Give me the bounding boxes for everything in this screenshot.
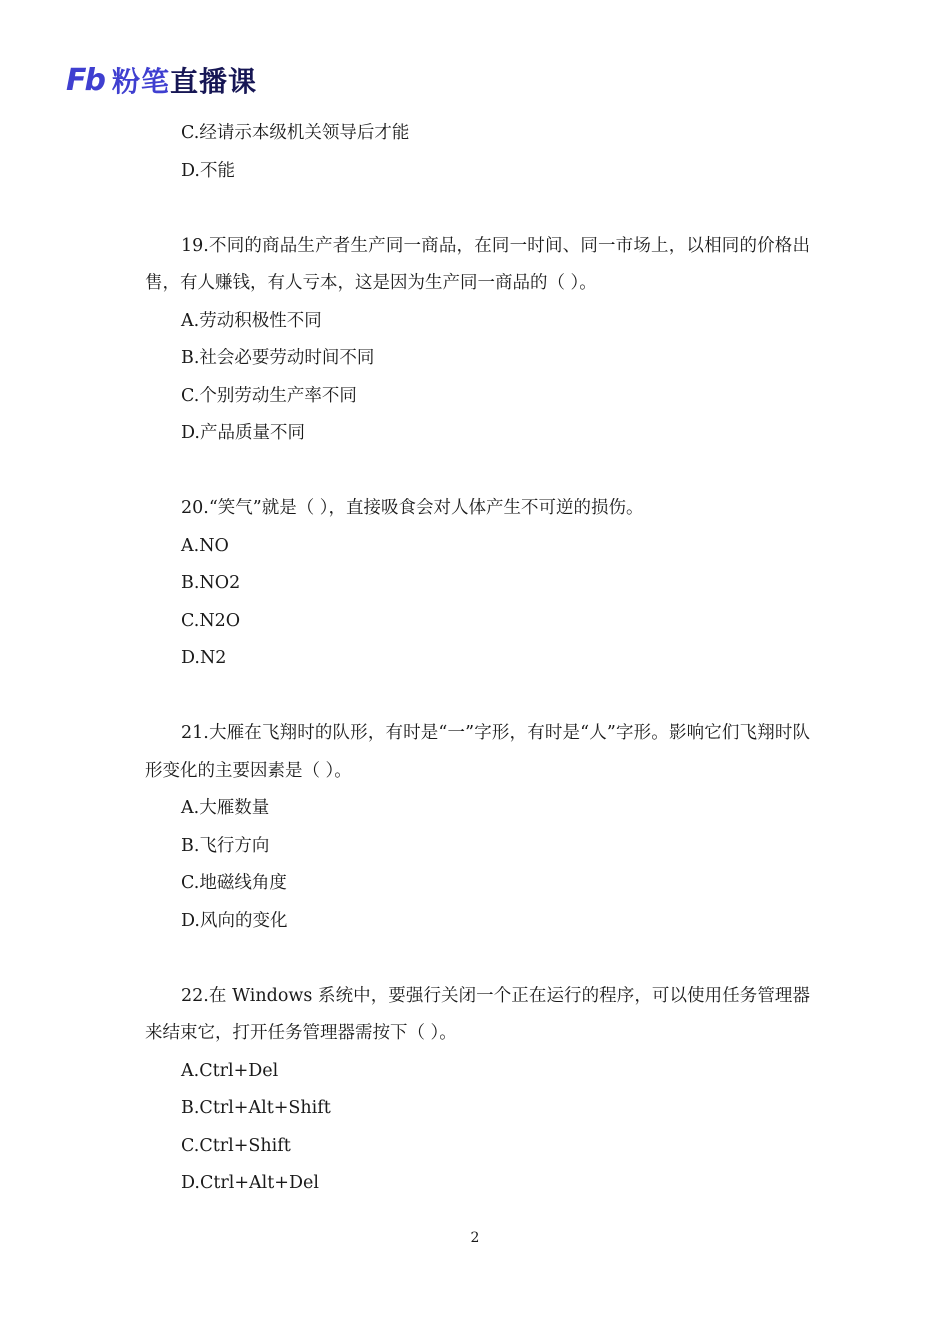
- fenbi-logo-icon: Fb: [66, 62, 104, 98]
- question-21: [145, 715, 810, 940]
- option-d: D.Ctrl+Alt+Del: [181, 1173, 319, 1193]
- option-d: D.风向的变化: [181, 910, 288, 931]
- option-c: C.地磁线角度: [181, 873, 287, 893]
- option-c: C.N2O: [181, 610, 241, 631]
- page-number: 2: [470, 1230, 480, 1246]
- option-b: B.飞行方向: [181, 835, 270, 856]
- option-c: C.经请示本级机关领导后才能: [181, 123, 410, 143]
- option-a: A.Ctrl+Del: [181, 1060, 279, 1081]
- question-19: [145, 228, 810, 453]
- logo-text: 粉笔直播课: [111, 65, 257, 98]
- question-stem: 22.在 Windows 系统中，要强行关闭一个正在运行的程序，可以使用任务管理器来结束它，打开任务管理器需按下（ ）。: [145, 985, 810, 1043]
- option-d: D.N2: [181, 648, 227, 668]
- question-stem: 21.大雁在飞翔时的队形，有时是“一”字形，有时是“人”字形。影响它们飞翔时队形变化的主要因素是（ ）。: [145, 723, 810, 781]
- question-stem: 19.不同的商品生产者生产同一商品，在同一时间、同一市场上，以相同的价格出售，有人赚钱，有人亏本，这是因为生产同一商品的（ ）。: [145, 235, 810, 293]
- option-a: A.劳动积极性不同: [181, 310, 322, 331]
- option-d: D.不能: [181, 160, 235, 181]
- option-b: B.社会必要劳动时间不同: [181, 348, 375, 368]
- question-20: [145, 490, 810, 678]
- option-b: B.Ctrl+Alt+Shift: [181, 1098, 331, 1118]
- option-c: C.Ctrl+Shift: [181, 1135, 291, 1156]
- question-22: [145, 978, 810, 1203]
- option-d: D.产品质量不同: [181, 423, 305, 443]
- option-b: B.NO2: [181, 573, 241, 593]
- document-body: [145, 115, 810, 1203]
- option-a: A.大雁数量: [181, 798, 270, 818]
- fenbi-logo: [66, 62, 257, 98]
- option-a: A.NO: [181, 535, 229, 556]
- question-stem: 20.“笑气”就是（ ），直接吸食会对人体产生不可逆的损伤。: [181, 498, 644, 518]
- option-c: C.个别劳动生产率不同: [181, 385, 357, 406]
